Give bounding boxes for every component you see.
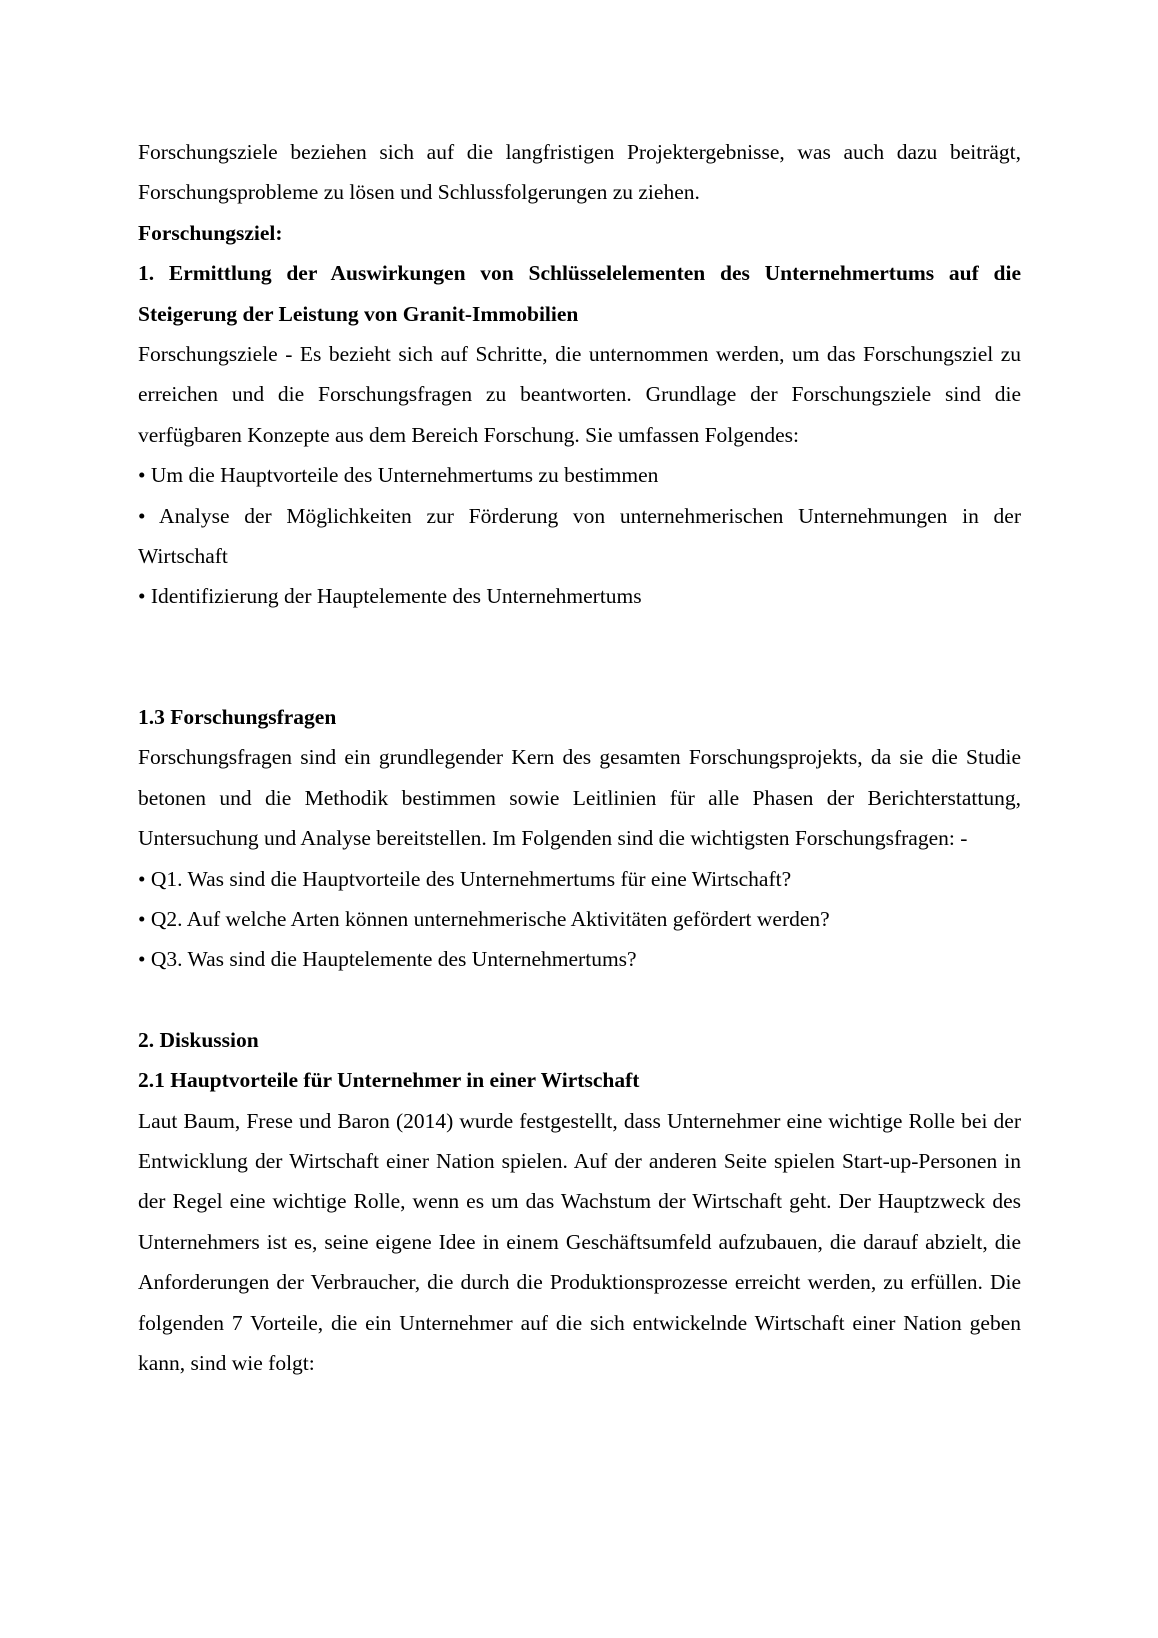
list-item: • Q3. Was sind die Hauptelemente des Unternehmertums? xyxy=(138,947,637,972)
discussion-subheading: 2.1 Hauptvorteile für Unternehmer in einer Wirtschaft xyxy=(138,1068,640,1093)
list-item: • Identifizierung der Hauptelemente des Unternehmertums xyxy=(138,584,642,609)
list-item: • Q2. Auf welche Arten können unternehmerische Aktivitäten gefördert werden? xyxy=(138,906,830,931)
objective-heading: Forschungsziel: xyxy=(138,220,283,245)
objective-title: 1. Ermittlung der Auswirkungen von Schlüsselelementen des Unternehmertums auf die Steigerung der Leistung von Granit-Immobilien xyxy=(138,261,1021,326)
intro-paragraph: Forschungsziele beziehen sich auf die langfristigen Projektergebnisse, was auch dazu beiträgt, Forschungsprobleme zu lösen und Schlussfolgerungen zu ziehen. xyxy=(138,140,1021,205)
spacer xyxy=(138,617,1021,697)
objective-bullet-list xyxy=(138,455,1021,617)
list-item: • Q1. Was sind die Hauptvorteile des Unternehmertums für eine Wirtschaft? xyxy=(138,866,792,891)
list-item: • Analyse der Möglichkeiten zur Förderung von unternehmerischen Unternehmungen in der Wirtschaft xyxy=(138,503,1021,569)
questions-bullet-list xyxy=(138,859,1021,980)
list-item: • Um die Hauptvorteile des Unternehmertums zu bestimmen xyxy=(138,463,659,488)
discussion-heading: 2. Diskussion xyxy=(138,1027,259,1052)
discussion-paragraph: Laut Baum, Frese und Baron (2014) wurde festgestellt, dass Unternehmer eine wichtige Rolle bei der Entwicklung der Wirtschaft einer Nation spielen. Auf der anderen Seite spielen Start-up-Personen in der Regel eine wichtige Rolle, wenn es um das Wachstum der Wirtschaft geht. Der Hauptzweck des Unternehmers ist es, seine eigene Idee in einem Geschäftsumfeld aufzubauen, die darauf abzielt, die Anforderungen der Verbraucher, die durch die Produktionsprozesse erreicht werden, zu erfüllen. Die folgenden 7 Vorteile, die ein Unternehmer auf die sich entwickelnde Wirtschaft einer Nation geben kann, sind wie folgt: xyxy=(138,1108,1021,1375)
document-page xyxy=(138,132,1021,1383)
questions-heading: 1.3 Forschungsfragen xyxy=(138,704,337,729)
spacer xyxy=(138,980,1021,1020)
objective-paragraph: Forschungsziele - Es bezieht sich auf Schritte, die unternommen werden, um das Forschungsziel zu erreichen und die Forschungsfragen zu beantworten. Grundlage der Forschungsziele sind die verfügbaren Konzepte aus dem Bereich Forschung. Sie umfassen Folgendes: xyxy=(138,342,1021,447)
questions-paragraph: Forschungsfragen sind ein grundlegender Kern des gesamten Forschungsprojekts, da sie die Studie betonen und die Methodik bestimmen sowie Leitlinien für alle Phasen der Berichterstattung, Untersuchung und Analyse bereitstellen. Im Folgenden sind die wichtigsten Forschungsfragen: - xyxy=(138,745,1021,851)
